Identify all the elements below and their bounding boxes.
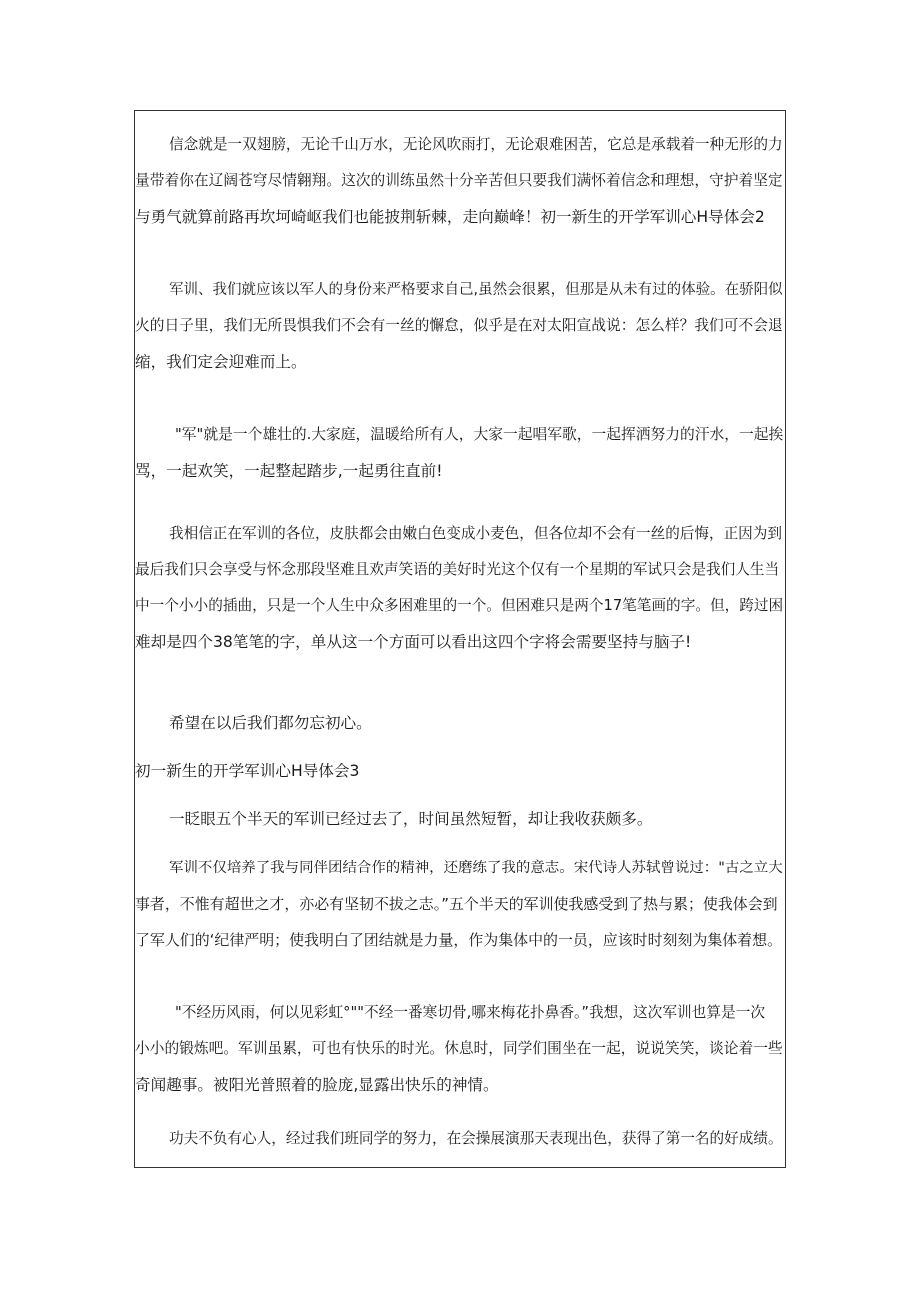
text-line: 了军人们的‘纪律严明；使我明白了团结就是力量，作为集体中的一员，应该时时刻刻为集体着想。 bbox=[135, 931, 783, 949]
paragraph-7 bbox=[135, 801, 652, 837]
paragraph-8 bbox=[135, 850, 783, 958]
text-line: 一眨眼五个半天的军训已经过去了，时间虽然短暂，却让我收获颇多。 bbox=[169, 810, 653, 828]
text-line: 军训不仅培养了我与同伴团结合作的精神，还磨练了我的意志。宋代诗人苏轼曾说过："古之立大 bbox=[169, 860, 783, 876]
text-line: 最后我们只会享受与怀念那段坚难且欢声笑语的美好时光这个仅有一个星期的军试只会是我们人生当 bbox=[135, 561, 780, 578]
paragraph-1 bbox=[135, 127, 783, 235]
heading-text: 初一新生的开学军训心H导体会3 bbox=[135, 762, 360, 780]
text-line: 信念就是一双翅膀，无论千山万水，无论风吹雨打，无论艰难困苦，它总是承载着一种无形的力 bbox=[169, 136, 783, 153]
document-page-frame bbox=[134, 110, 786, 1168]
text-line: 小小的锻炼吧。军训虽累，可也有快乐的时光。休息时，同学们围坐在一起，说说笑笑，谈论着一些 bbox=[135, 1040, 783, 1057]
text-line: 难却是四个38笔笔的字，单从这一个方面可以看出这四个字将会需要坚持与脑子! bbox=[135, 633, 692, 651]
paragraph-5 bbox=[135, 705, 372, 741]
text-line: 我相信正在军训的各位，皮肤都会由嫩白色变成小麦色，但各位却不会有一丝的后悔，正因为到 bbox=[169, 525, 782, 542]
paragraph-2 bbox=[135, 272, 783, 380]
paragraph-3 bbox=[135, 417, 783, 489]
text-line: 缩，我们定会迎难而上。 bbox=[135, 353, 307, 371]
paragraph-10 bbox=[135, 1121, 783, 1157]
paragraph-4 bbox=[135, 516, 783, 660]
text-line: 军训、我们就应该以军人的身份来严格要求自己,虽然会很累，但那是从未有过的体验。在骄阳似 bbox=[169, 282, 783, 298]
text-line: 奇闻趣事。被阳光普照着的脸庞,显露出快乐的神情。 bbox=[135, 1076, 499, 1094]
section-heading bbox=[135, 753, 359, 789]
text-line: 火的日子里，我们无所畏惧我们不会有一丝的懈怠，似乎是在对太阳宣战说：怎么样？我们可不会退 bbox=[135, 317, 783, 334]
text-line: 与勇气就算前路再坎坷崎岖我们也能披荆斩棘，走向巅峰！初一新生的开学军训心H导体会2 bbox=[135, 208, 765, 226]
text-line: 中一个小小的插曲，只是一个人生中众多困难里的一个。但困难只是两个17笔笔画的字。但，跨过困 bbox=[135, 597, 784, 614]
paragraph-9 bbox=[135, 995, 783, 1103]
text-line: "军"就是一个雄壮的.大家庭，温暖给所有人，大家一起唱军歌，一起挥洒努力的汗水，一起挨 bbox=[175, 426, 784, 443]
text-line: 量带着你在辽阔苍穹尽情翱翔。这次的训练虽然十分辛苦但只要我们满怀着信念和理想，守护着坚定 bbox=[135, 172, 783, 189]
text-line: 事者，不惟有超世之才，亦必有坚韧不拔之志。”五个半天的军训使我感受到了热与累；使我体会到 bbox=[135, 895, 778, 913]
text-line: 功夫不负有心人，经过我们班同学的努力，在会操展演那天表现出色，获得了第一名的好成绩。 bbox=[169, 1130, 783, 1147]
text-line: 骂，一起欢笑，一起整起踏步,一起勇往直前! bbox=[135, 462, 443, 480]
text-line: "不经历风雨，何以见彩虹°""不经一番寒切骨,哪来梅花扑鼻香。”我想，这次军训也算是一次 bbox=[175, 1004, 766, 1021]
text-line: 希望在以后我们都勿忘初心。 bbox=[169, 714, 372, 732]
